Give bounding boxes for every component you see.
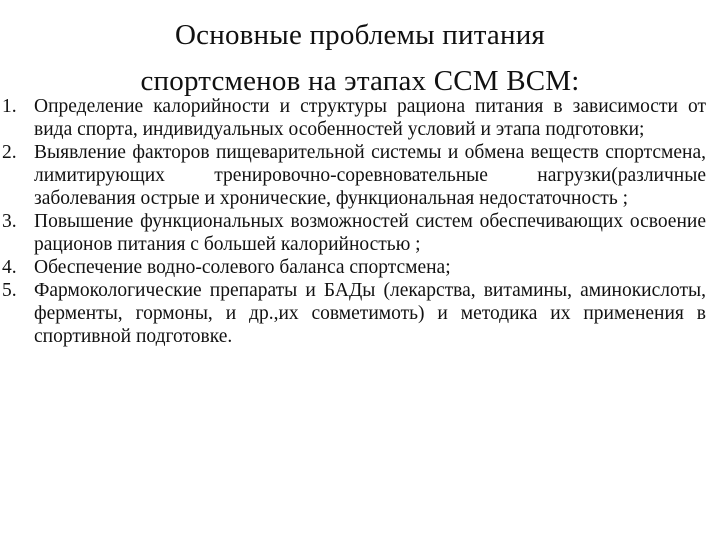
problems-list xyxy=(0,95,720,348)
slide-title xyxy=(0,12,720,104)
list-item xyxy=(0,95,720,141)
item-text: Повышение функциональных возможностей систем обеспечивающих освоение рационов питания с большей калорийностью ; xyxy=(34,211,706,255)
item-number: 5. xyxy=(2,280,17,301)
item-number: 4. xyxy=(2,257,17,278)
item-text: Определение калорийности и структуры рациона питания в зависимости от вида спорта, индивидуальных особенностей условий и этапа подготовки; xyxy=(34,96,706,140)
item-text: Обеспечение водно-солевого баланса спортсмена; xyxy=(34,257,451,278)
list-item xyxy=(0,210,720,256)
list-item xyxy=(0,256,720,279)
item-text: Фармокологические препараты и БАДы (лекарства, витамины, аминокислоты, ферменты, гормоны, и др.,их совметимоть) и методика их применения в спортивной подготовке. xyxy=(34,280,706,347)
item-number: 3. xyxy=(2,211,17,232)
item-text: Выявление факторов пищеварительной системы и обмена веществ спортсмена, лимитирующих тренировочно-соревновательные нагрузки(различные заболевания острые и хронические, функциональная недостаточность ; xyxy=(34,142,706,209)
list-item xyxy=(0,279,720,348)
list-item xyxy=(0,141,720,210)
item-number: 1. xyxy=(2,96,17,117)
title-line-2: спортсменов на этапах ССМ ВСМ: xyxy=(140,65,580,97)
item-number: 2. xyxy=(2,142,17,163)
title-line-1: Основные проблемы питания xyxy=(175,19,545,51)
